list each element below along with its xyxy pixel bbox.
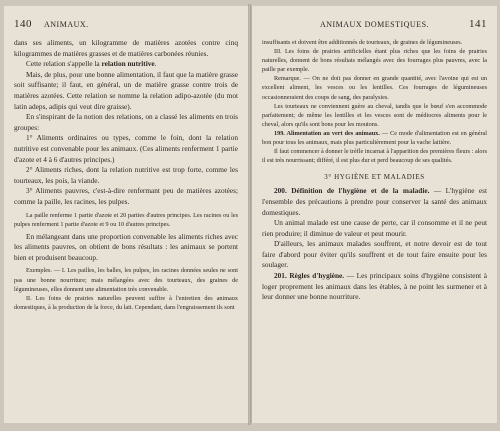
left-page-body [14,38,238,312]
page-number: 141 [469,18,487,30]
paragraph-example: II. Les foins de prairies naturelles peuvent suffire à l'entretien des animaux domestiques, à la production de la force, du lait. Cependant, dans l'engraissement ils sont [14,294,238,311]
running-title: ANIMAUX DOMESTIQUES. [319,20,430,29]
paragraph-201: 201. Règles d'hygiène. — Les principaux soins d'hygiène consistent à loger proprement les animaux dans les étables, à ne point les surmener et à leur donner une bonne nourriture. [262,271,487,302]
section-title: 3° HYGIÈNE ET MALADIES [324,173,425,182]
left-page-header [14,20,238,32]
paragraph-example: Exemples. — I. Les pailles, les balles, les pulpes, les racines données seules ne sont pas une bonne nourriture; mais mélangées avec des tourteaux, des graines de légumineuses, elles donnent une alimentation très convenable. [14,267,238,293]
paragraph-example: III. Les foins de prairies artificielles étant plus riches que les foins de prairies naturelles, donnent de bons résultats mélangés avec des fourrages plus pauvres, avec la paille par exemple. [262,48,487,74]
paragraph: 1° Aliments ordinaires ou types, comme le foin, dont la relation nutritive est convenable pour les animaux. (Ces aliments renferment 1 partie d'azote et 4 à 6 d'autres principes.) [14,133,238,164]
paragraph: dans ses aliments, un kilogramme de matières azotées contre cinq kilogrammes de matières grasses et de matières carbonées réunies. [14,38,238,58]
paragraph: Cette relation s'appelle la relation nutritive. [26,59,157,69]
paragraph: 2° Aliments riches, dont la relation nutritive est trop forte, comme les tourteaux, les pois, la viande. [14,165,238,185]
page-number: 140 [14,18,32,30]
paragraph-200: 200. Définition de l'hygiène et de la maladie. — L'hygiène est l'ensemble des précautions à prendre pour conserver la santé des animaux domestiques. [262,186,487,217]
paragraph: Il faut commencer à donner le trèfle incarnat à l'apparition des premières fleurs : alors il est très nourrissant; différé, il est plus dur et perd beaucoup de ses qualités. [262,148,487,165]
paragraph: 3° Aliments pauvres, c'est-à-dire renfermant peu de matières azotées; comme la paille, les racines, les pulpes. [14,186,238,206]
paragraph: En s'inspirant de la notion des relations, on a classé les aliments en trois groupes: [14,112,238,132]
paragraph-note: La paille renferme 1 partie d'azote et 20 parties d'autres principes. Les racines ou les pulpes renferment 1 partie d'azote et 9 ou 10 d'autres principes. [14,211,238,228]
paragraph-remark: Remarque. — On ne doit pas donner en grande quantité, avec l'avoine qui est un excellent aliment, les vesces ou les lentilles. Ces fourrages de légumineuses occasionneraient des coups de sang, des paralysies. [262,75,487,101]
paragraph-remark: Les tourteaux ne conviennent guère au cheval, tandis que le bœuf s'en accommode parfaitement; de même les lentilles et les vesces sont de médiocres aliments pour le cheval, alors qu'ils sont bons pour les moutons. [262,102,487,128]
right-page-body [262,38,487,303]
paragraph: Un animal malade est une cause de perte, car il consomme et il ne peut rien produire; il diminue de valeur et peut mourir. [262,218,487,238]
paragraph-example: insuffisants et doivent être additionnés de tourteaux, de graines de légumineuses. [262,39,463,46]
left-page [4,6,249,423]
paragraph: Mais, de plus, pour une bonne alimentation, il faut que la matière grasse soit suffisante; il faut, en général, un de matière grasse contre trois de matières azotées. Cette relation se nomme la relation adipo-azotée (du mot latin adeps, adipis qui veut dire graisse). [14,69,238,111]
right-page [251,6,497,423]
paragraph: En mélangeant dans une proportion convenable les aliments riches avec les aliments pauvres, on obtient de bons résultats : les animaux se portent bien et produisent beaucoup. [14,231,238,262]
right-page-header [262,20,487,32]
paragraph-199: 199. Alimentation au vert des animaux. — Ce mode d'alimentation est en général bon pour tous les animaux, mais plus particulièrement pour la vache laitière. [262,129,487,147]
paragraph: D'ailleurs, les animaux malades souffrent, et notre devoir est de tout faire d'abord pour éviter qu'ils souffrent et de tout faire ensuite pour les soulager. [262,239,487,270]
running-title: ANIMAUX. [44,20,89,29]
